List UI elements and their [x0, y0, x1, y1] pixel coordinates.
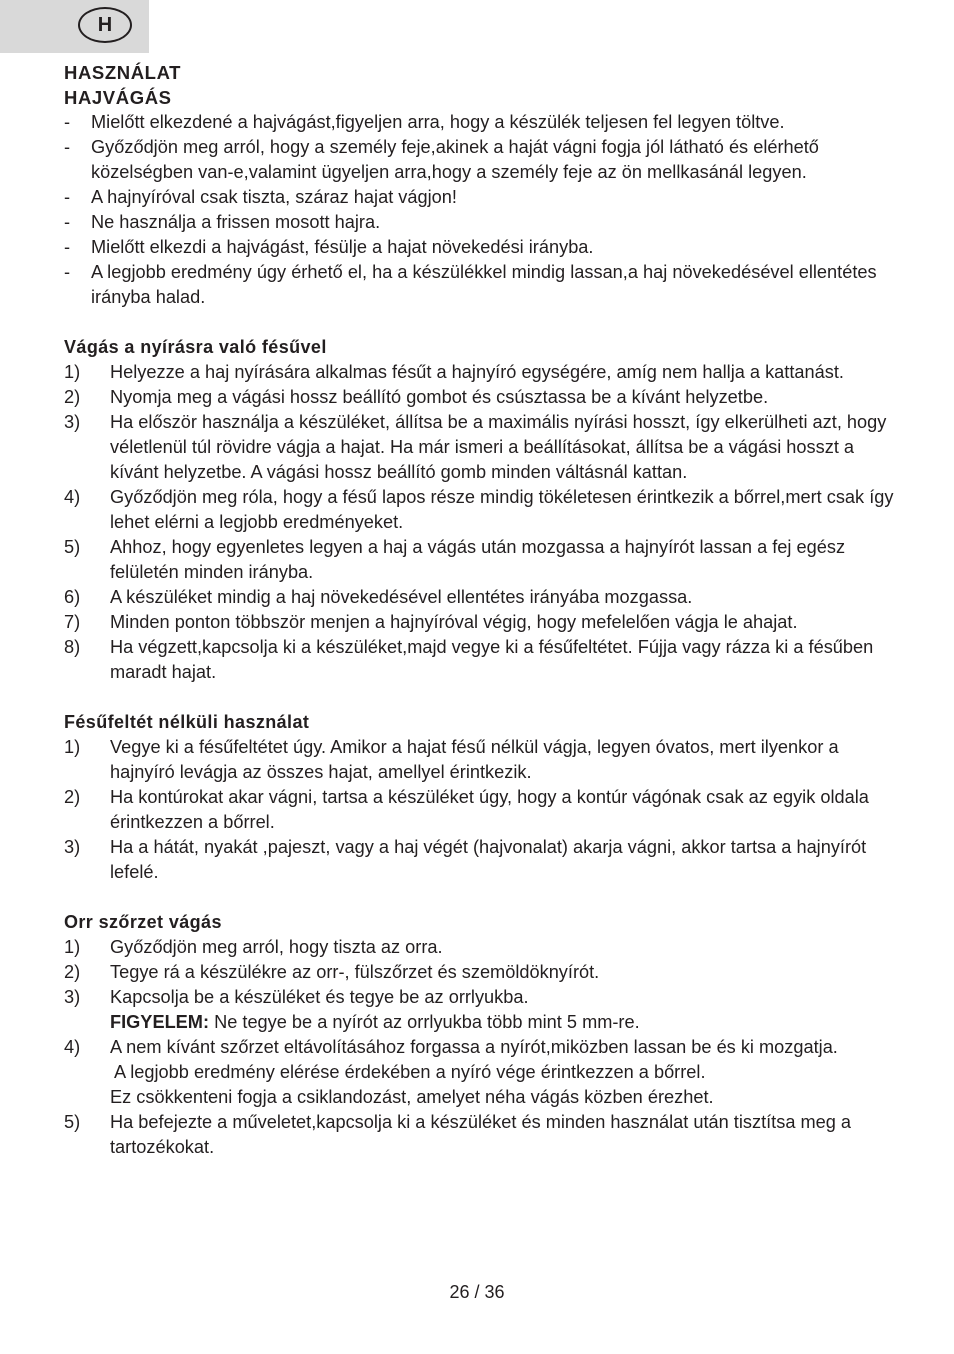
- section-heading-nose: Orr szőrzet vágás: [64, 912, 222, 932]
- note-line: A legjobb eredmény elérése érdekében a nyíró vége érintkezzen a bőrrel.: [110, 1062, 706, 1082]
- list-item: 2) Tegye rá a készülékre az orr-, fülszőrzet és szemöldöknyírót.: [64, 962, 600, 982]
- note-line: Ez csökkenteni fogja a csiklandozást, amelyet néha vágás közben érezhet.: [110, 1087, 714, 1107]
- list-item: 1) Győződjön meg arról, hogy tiszta az orra.: [64, 937, 443, 957]
- list-item: - Mielőtt elkezdi a hajvágást, fésülje a hajat növekedési irányba.: [64, 237, 594, 257]
- list-item: 3) Kapcsolja be a készüléket és tegye be az orrlyukba.: [64, 987, 529, 1007]
- list-item: - Ne használja a frissen mosott hajra.: [64, 212, 381, 232]
- list-item: 1) Vegye ki a fésűfeltétet úgy. Amikor a hajat fésű nélkül vágja, legyen óvatos, mert ilyenkor a hajnyíró levágja az összes hajat, amellyel érintkezik.: [64, 737, 839, 782]
- no-comb-steps-list: [64, 735, 904, 885]
- list-item: 6) A készüléket mindig a haj növekedésével ellentétes irányába mozgassa.: [64, 587, 693, 607]
- page-title: HASZNÁLAT: [64, 62, 182, 83]
- nose-steps-list: [64, 935, 904, 1160]
- list-item: 3) Ha a hátát, nyakát ,pajeszt, vagy a haj végét (hajvonalat) akarja vágni, akkor tartsa a hajnyírót lefelé.: [64, 837, 867, 882]
- comb-steps-list: [64, 360, 904, 685]
- list-item: 2) Nyomja meg a vágási hossz beállító gombot és csúsztassa be a kívánt helyzetbe.: [64, 387, 769, 407]
- intro-list: [64, 110, 904, 310]
- list-item: 4) A nem kívánt szőrzet eltávolításához forgassa a nyírót,miközben lassan be és ki mozgatja.: [64, 1037, 838, 1057]
- list-item: 2) Ha kontúrokat akar vágni, tartsa a készüléket úgy, hogy a kontúr vágónak csak az egyik oldala érintkezzen a bőrrel.: [64, 787, 869, 832]
- warning-note: [64, 1010, 904, 1035]
- list-item: 1) Helyezze a haj nyírására alkalmas fésűt a hajnyíró egységére, amíg nem hallja a kattanást.: [64, 362, 844, 382]
- list-item: 3) Ha először használja a készüléket, állítsa be a maximális nyírási hosszt, így elkerülheti azt, hogy véletlenül túl rövidre vágja a hajat. Ha már ismeri a beállításokat, állítsa be a vágási hosszt a kívánt helyzetbe. A vágási hossz beállító gomb minden váltásnál kattan.: [64, 412, 887, 482]
- language-tab: [0, 0, 149, 53]
- list-item: - A hajnyíróval csak tiszta, száraz hajat vágjon!: [64, 187, 457, 207]
- list-item: - Mielőtt elkezdené a hajvágást,figyeljen arra, hogy a készülék teljesen fel legyen töltve.: [64, 112, 785, 132]
- warning-text: Ne tegye be a nyírót az orrlyukba több mint 5 mm-re.: [209, 1012, 640, 1032]
- list-item: 8) Ha végzett,kapcsolja ki a készüléket,majd vegye ki a fésűfeltétet. Fújja vagy rázza ki a fésűben maradt hajat.: [64, 637, 874, 682]
- page-subtitle: HAJVÁGÁS: [64, 87, 172, 108]
- list-item: 7) Minden ponton többször menjen a hajnyíróval végig, hogy mefelelően vágja le ahajat.: [64, 612, 798, 632]
- list-item: 5) Ahhoz, hogy egyenletes legyen a haj a vágás után mozgassa a hajnyírót lassan a fej egész felületén minden irányba.: [64, 537, 846, 582]
- list-item: - A legjobb eredmény úgy érhető el, ha a készülékkel mindig lassan,a haj növekedésével ellentétes irányba halad.: [64, 262, 877, 307]
- document-body: [64, 60, 904, 1160]
- list-item: - Győződjön meg arról, hogy a személy feje,akinek a haját vágni fogja jól látható és elérhető közelségben van-e,valamint ügyeljen arra,hogy a személy feje az ön mellkasánál legyen.: [64, 137, 819, 182]
- list-item: 4) Győződjön meg róla, hogy a fésű lapos része mindig tökéletesen érintkezik a bőrrel,mert csak így lehet elérni a legjobb eredményeket.: [64, 487, 894, 532]
- section-heading-comb: Vágás a nyírásra való fésűvel: [64, 337, 327, 357]
- page-number: 26 / 36: [449, 1282, 505, 1302]
- section-heading-no-comb: Fésűfeltét nélküli használat: [64, 712, 310, 732]
- language-badge: H: [78, 7, 132, 43]
- warning-label: FIGYELEM:: [110, 1012, 210, 1032]
- list-item: 5) Ha befejezte a műveletet,kapcsolja ki a készüléket és minden használat után tisztítsa meg a tartozékokat.: [64, 1112, 852, 1157]
